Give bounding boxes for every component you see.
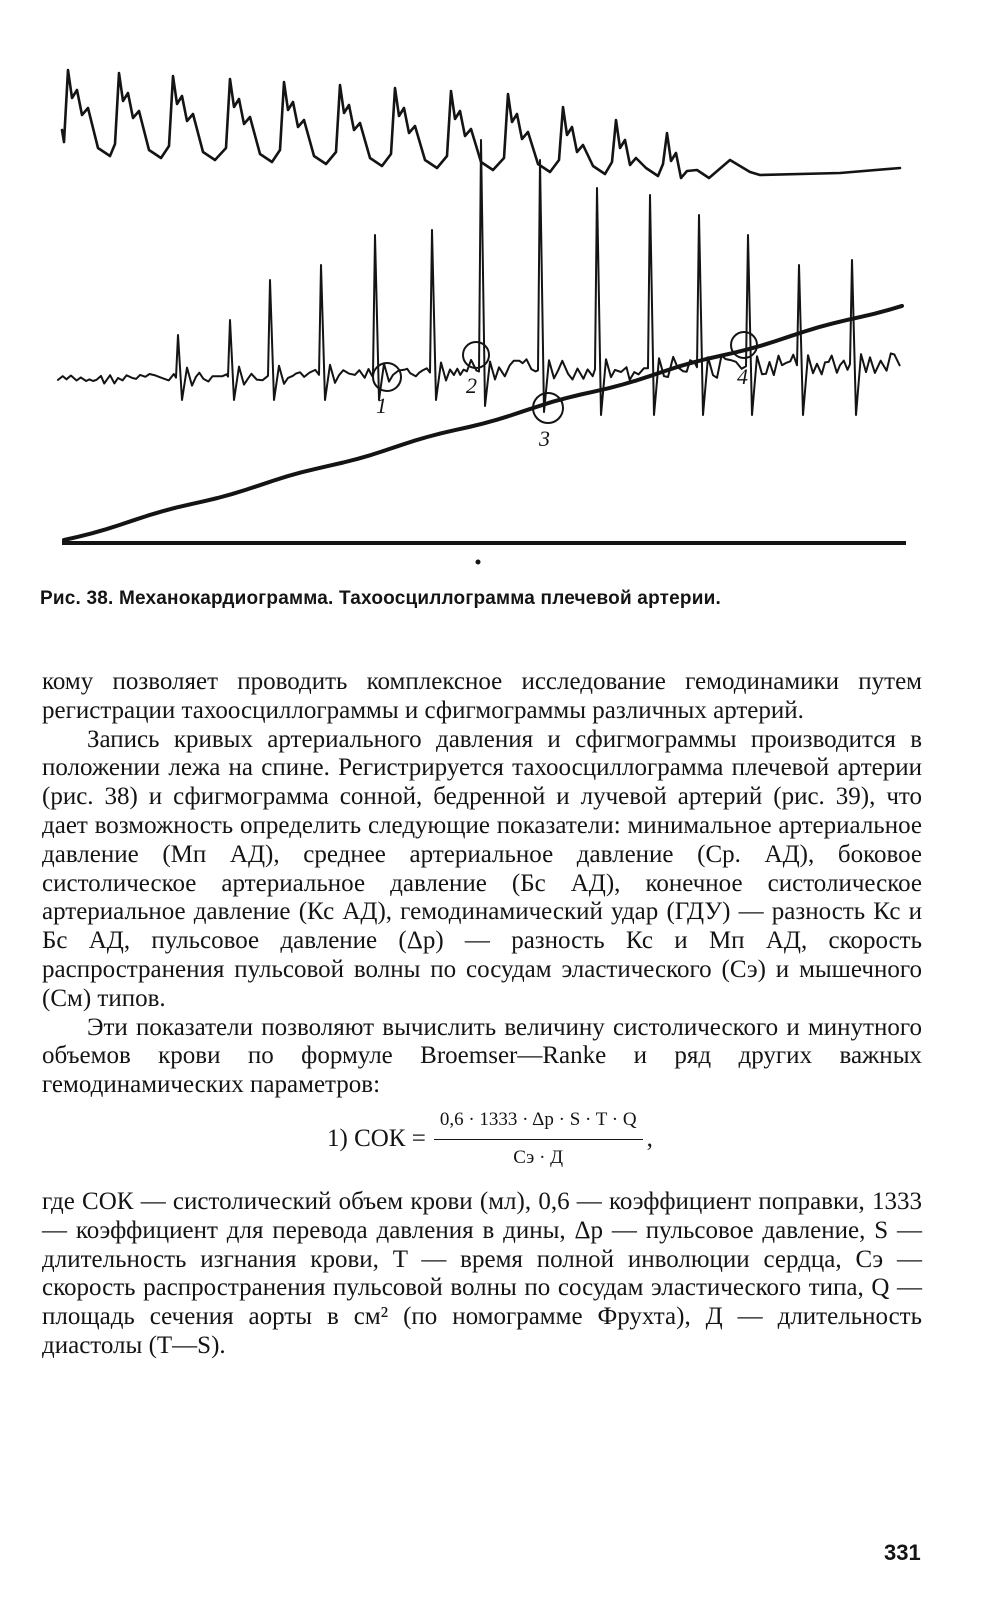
figure-38 [40,30,940,570]
tachooscillogram-trace [58,140,900,415]
marker-label-3: 3 [539,426,550,451]
print-speck [476,560,481,565]
figure-caption: Рис. 38. Механокардиограмма. Тахоосциллограмма плечевой артерии. [40,588,721,609]
marker-label-4: 4 [737,364,748,389]
body-text [42,668,922,1361]
marker-label-2: 2 [466,373,477,398]
figure-svg [40,30,940,570]
formula-numerator: 0,6 · 1333 · Δp · S · T · Q [434,1106,643,1140]
formula-explanation: где СОК — систолический объем крови (мл), 0,6 — коэффициент поправки, 1333 — коэффициент для перевода давления в дины, Δp — пульсовое давление, S — длительность изгнания крови, T — время полной инволюции сердца, Сэ — скорость распространения пульсовой волны по сосудам эластического типа, Q — площадь сечения аорты в см² (по номограмме Фрухта), Д — длительность диастолы (T—S). [42,1187,922,1359]
formula-lhs: 1) СОК = [327,1124,426,1152]
pressure-ramp-line [64,306,902,540]
page-number: 331 [884,1540,921,1565]
marker-circle-4 [731,332,757,358]
paragraph-3: Эти показатели позволяют вычислить величину систолического и минутного объемов крови по формуле Broemser—Ranke и ряд других важных гемодинамических параметров: [42,1013,922,1099]
paragraph-2: Запись кривых артериального давления и сфигмограммы производится в положении лежа на спине. Регистрируется тахоосциллограмма плечевой артерии (рис. 38) и сфигмограмма сонной, бедренной и лучевой артерий (рис. 39), что дает возможность определить следующие показатели: минимальное артериальное давление (Мп АД), среднее артериальное давление (Ср. АД), боковое систолическое артериальное давление (Бс АД), конечное систолическое артериальное давление (Кс АД), гемодинамический удар (ГДУ) — разность Кс и Бс АД, пульсовое давление (Δp) — разность Кс и Мп АД, скорость распространения пульсовой волны по сосудам эластического (Сэ) и мышечного (См) типов. [42,725,922,1012]
paragraph-1: кому позволяет проводить комплексное исследование гемодинамики путем регистрации тахоосциллограммы и сфигмограммы различных артерий. [42,668,922,724]
formula-block [42,1102,922,1182]
formula [327,1106,653,1173]
formula-denominator: Сэ · Д [513,1146,564,1168]
formula-trailing-comma: , [646,1124,653,1152]
marker-label-1: 1 [376,393,387,418]
formula-fraction [434,1106,643,1173]
